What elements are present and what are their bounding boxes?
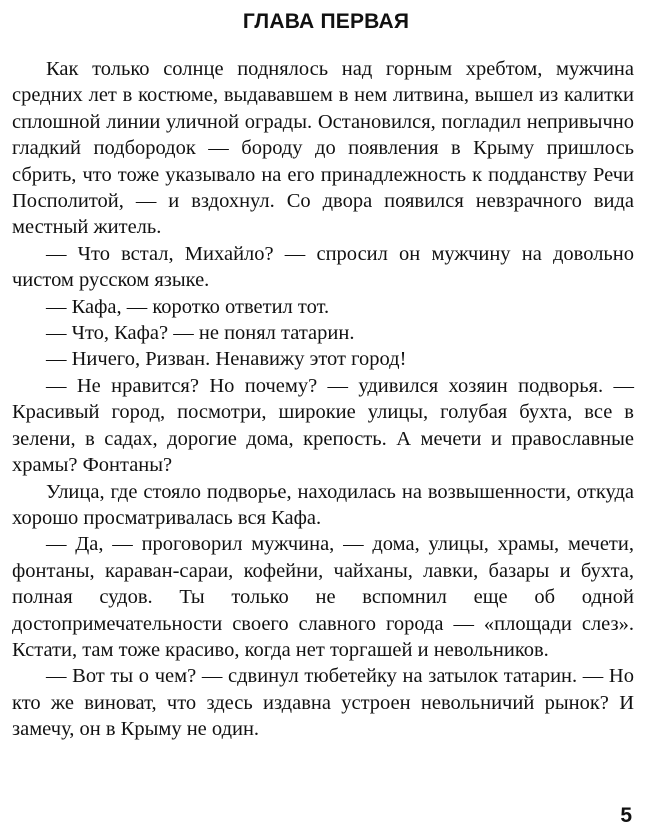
paragraph: — Что, Кафа? — не понял татарин. [46,322,355,345]
paragraph: — Ничего, Ризван. Ненавижу этот город! [46,348,407,371]
chapter-title: ГЛАВА ПЕРВАЯ [242,10,410,33]
paragraph: — Что встал, Михайло? — спросил он мужчину на довольно чистом русском языке. [12,242,634,292]
paragraph: — Да, — проговорил мужчина, — дома, улицы, храмы, мечети, фонтаны, караван-сараи, кофейни, чайханы, лавки, базары и бухта, полная судов. Ты только не вспомнил еще об одной достопримечательности своего славного города — «площади слез». Кстати, там тоже красиво, когда нет торгашей и невольников. [12,533,634,661]
paragraph: — Вот ты о чем? — сдвинул тюбетейку на затылок татарин. — Но кто же виноват, что здесь издавна устроен невольничий рынок? И замечу, он в Крыму не один. [12,665,634,741]
paragraph: Как только солнце поднялось над горным хребтом, мужчина средних лет в костюме, выдававшем в нем литвина, вышел из калитки сплошной линии уличной ограды. Остановился, погладил непривычно гладкий подбородок — бороду до появления в Крыму пришлось сбрить, что тоже указывало на его принадлежность к подданству Речи Посполитой, — и вздохнул. Со двора появился невзрачного вида местный житель. [12,58,634,239]
paragraph: — Не нравится? Но почему? — удивился хозяин подворья. — Красивый город, посмотри, широкие улицы, голубая бухта, все в зелени, в садах, дорогие дома, крепость. А мечети и православные храмы? Фонтаны? [12,374,634,477]
chapter-body [12,56,634,743]
paragraph: — Кафа, — коротко ответил тот. [46,295,330,318]
paragraph: Улица, где стояло подворье, находилась на возвышенности, откуда хорошо просматривалась вся Кафа. [12,480,634,529]
page-number: 5 [620,804,632,827]
